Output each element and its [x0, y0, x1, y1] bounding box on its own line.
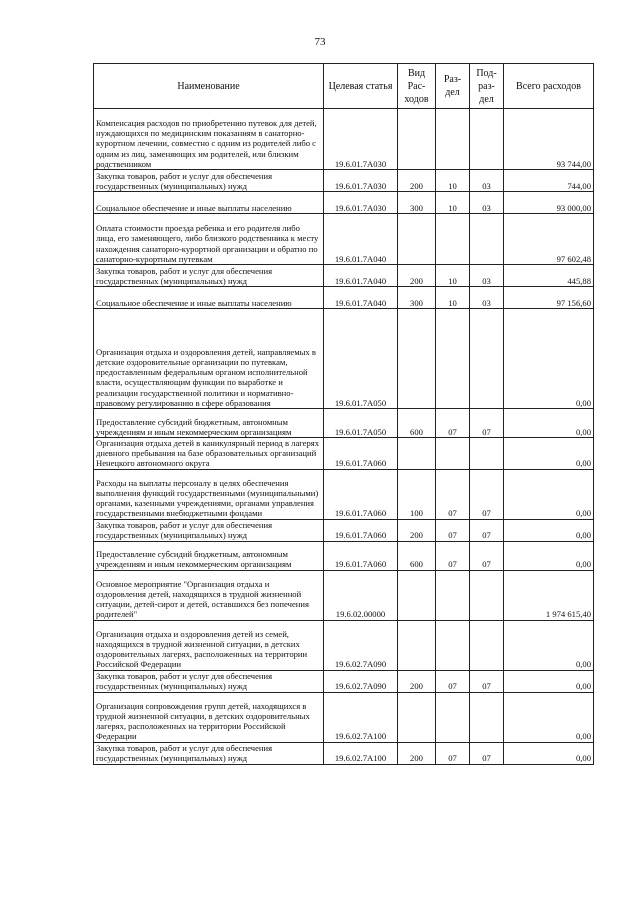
row-name: Закупка товаров, работ и услуг для обеспечения государственных (муниципальных) нужд [94, 742, 324, 764]
row-section [436, 309, 470, 409]
row-subsection [470, 692, 504, 742]
row-subsection: 03 [470, 170, 504, 192]
row-total: 0,00 [504, 692, 594, 742]
row-expense-type [398, 214, 436, 265]
row-expense-type: 200 [398, 519, 436, 541]
row-name: Предоставление субсидий бюджетным, автономным учреждениям и иным некоммерческим организациям [94, 541, 324, 570]
row-expense-type [398, 438, 436, 470]
row-expense-type: 200 [398, 170, 436, 192]
row-expense-type [398, 309, 436, 409]
row-section: 07 [436, 519, 470, 541]
row-name: Расходы на выплаты персоналу в целях обеспечения выполнения функций государственными (муниципальными) органами, казенными учреждениями, органами управления государственными внебюджетными фондами [94, 469, 324, 519]
row-target-article: 19.6.02.7А100 [324, 692, 398, 742]
row-section [436, 570, 470, 620]
row-total: 0,00 [504, 620, 594, 670]
row-subsection [470, 109, 504, 170]
table-row [94, 214, 594, 265]
row-subsection: 07 [470, 742, 504, 764]
row-name: Организация отдыха детей в каникулярный период в лагерях дневного пребывания на базе образовательных организаций Ненецкого автономного округа [94, 438, 324, 470]
header-name: Наименование [94, 64, 324, 109]
row-subsection [470, 214, 504, 265]
row-target-article: 19.6.01.7А060 [324, 469, 398, 519]
row-name: Закупка товаров, работ и услуг для обеспечения государственных (муниципальных) нужд [94, 265, 324, 287]
table-row [94, 265, 594, 287]
row-expense-type: 100 [398, 469, 436, 519]
page-number: 73 [314, 36, 326, 48]
row-section: 10 [436, 192, 470, 214]
row-target-article: 19.6.01.7А030 [324, 109, 398, 170]
row-total: 97 602,48 [504, 214, 594, 265]
row-total: 0,00 [504, 541, 594, 570]
header-row [94, 64, 594, 109]
table-row [94, 192, 594, 214]
row-name: Организация отдыха и оздоровления детей, направляемых в детские оздоровительные организации по путевкам, предоставленным федеральным органом исполнительной власти, осуществляющим функции по выработке и реализации государственной политики и нормативно-правовому регулированию в сфере образования [94, 309, 324, 409]
row-target-article: 19.6.01.7А040 [324, 214, 398, 265]
row-total: 0,00 [504, 670, 594, 692]
row-name: Организация отдыха и оздоровления детей из семей, находящихся в трудной жизненной ситуации, в детских оздоровительных лагерях, расположенных на территории Российской Федерации [94, 620, 324, 670]
row-subsection: 07 [470, 670, 504, 692]
row-name: Закупка товаров, работ и услуг для обеспечения государственных (муниципальных) нужд [94, 670, 324, 692]
header-subsection: Под- раз- дел [470, 64, 504, 109]
table-row [94, 287, 594, 309]
row-section [436, 214, 470, 265]
table-row [94, 170, 594, 192]
header-total-expenses: Всего расходов [504, 64, 594, 109]
row-expense-type: 200 [398, 265, 436, 287]
table-row [94, 570, 594, 620]
row-subsection: 07 [470, 519, 504, 541]
row-expense-type: 200 [398, 670, 436, 692]
table-row [94, 742, 594, 764]
row-target-article: 19.6.01.7А040 [324, 287, 398, 309]
row-total: 0,00 [504, 309, 594, 409]
row-subsection [470, 309, 504, 409]
row-total: 97 156,60 [504, 287, 594, 309]
row-target-article: 19.6.02.7А090 [324, 670, 398, 692]
row-name: Социальное обеспечение и иные выплаты населению [94, 192, 324, 214]
row-target-article: 19.6.01.7А050 [324, 409, 398, 438]
row-expense-type: 600 [398, 409, 436, 438]
row-section [436, 438, 470, 470]
row-expense-type: 300 [398, 287, 436, 309]
row-section: 07 [436, 541, 470, 570]
row-total: 93 744,00 [504, 109, 594, 170]
row-expense-type: 200 [398, 742, 436, 764]
table-row [94, 670, 594, 692]
row-name: Компенсация расходов по приобретению путевок для детей, нуждающихся по медицинским показаниям в санаторно-курортном лечении, совместно с одним из родителей либо с одним из лиц, заменяющих им родителей, или близким родственником [94, 109, 324, 170]
row-name: Оплата стоимости проезда ребенка и его родителя либо лица, его заменяющего, либо близкого родственника к месту нахождения санаторно-курортной организации и обратно по санаторно-курортным путевкам [94, 214, 324, 265]
row-expense-type [398, 570, 436, 620]
table-row [94, 409, 594, 438]
row-section: 10 [436, 265, 470, 287]
row-name: Социальное обеспечение и иные выплаты населению [94, 287, 324, 309]
row-subsection [470, 570, 504, 620]
row-target-article: 19.6.01.7А040 [324, 265, 398, 287]
row-section: 07 [436, 670, 470, 692]
row-section [436, 109, 470, 170]
row-total: 0,00 [504, 469, 594, 519]
row-expense-type: 600 [398, 541, 436, 570]
row-target-article: 19.6.02.7А090 [324, 620, 398, 670]
header-section: Раз- дел [436, 64, 470, 109]
header-expense-type: Вид Рас- ходов [398, 64, 436, 109]
row-section: 10 [436, 170, 470, 192]
header-target-article: Целевая статья [324, 64, 398, 109]
row-name: Основное мероприятие "Организация отдыха и оздоровления детей, находящихся в трудной жизненной ситуации, детей-сирот и детей, оставшихся без попечения родителей" [94, 570, 324, 620]
row-target-article: 19.6.01.7А060 [324, 541, 398, 570]
row-total: 445,88 [504, 265, 594, 287]
row-expense-type [398, 620, 436, 670]
row-name: Закупка товаров, работ и услуг для обеспечения государственных (муниципальных) нужд [94, 519, 324, 541]
row-total: 0,00 [504, 742, 594, 764]
table-row [94, 620, 594, 670]
row-target-article: 19.6.01.7А030 [324, 192, 398, 214]
row-subsection: 07 [470, 469, 504, 519]
row-subsection: 03 [470, 192, 504, 214]
row-section: 10 [436, 287, 470, 309]
row-expense-type [398, 692, 436, 742]
row-section: 07 [436, 469, 470, 519]
table-row [94, 519, 594, 541]
row-target-article: 19.6.02.00000 [324, 570, 398, 620]
row-section: 07 [436, 742, 470, 764]
row-section [436, 692, 470, 742]
row-total: 0,00 [504, 409, 594, 438]
row-total: 744,00 [504, 170, 594, 192]
budget-table [93, 63, 594, 765]
row-subsection: 03 [470, 287, 504, 309]
row-subsection [470, 620, 504, 670]
table-row [94, 309, 594, 409]
row-target-article: 19.6.02.7А100 [324, 742, 398, 764]
table-row [94, 692, 594, 742]
table-row [94, 438, 594, 470]
row-target-article: 19.6.01.7А060 [324, 438, 398, 470]
row-name: Предоставление субсидий бюджетным, автономным учреждениям и иным некоммерческим организациям [94, 409, 324, 438]
row-total: 0,00 [504, 519, 594, 541]
row-target-article: 19.6.01.7А060 [324, 519, 398, 541]
row-subsection: 07 [470, 409, 504, 438]
row-section: 07 [436, 409, 470, 438]
row-name: Организация сопровождения групп детей, находящихся в трудной жизненной ситуации, в детских оздоровительных лагерях, расположенных на территории Российской Федерации [94, 692, 324, 742]
table-row [94, 109, 594, 170]
row-expense-type [398, 109, 436, 170]
row-name: Закупка товаров, работ и услуг для обеспечения государственных (муниципальных) нужд [94, 170, 324, 192]
row-target-article: 19.6.01.7А050 [324, 309, 398, 409]
row-subsection: 03 [470, 265, 504, 287]
table-row [94, 469, 594, 519]
row-section [436, 620, 470, 670]
row-total: 1 974 615,40 [504, 570, 594, 620]
row-subsection: 07 [470, 541, 504, 570]
table-row [94, 541, 594, 570]
row-total: 0,00 [504, 438, 594, 470]
row-subsection [470, 438, 504, 470]
row-target-article: 19.6.01.7А030 [324, 170, 398, 192]
row-expense-type: 300 [398, 192, 436, 214]
row-total: 93 000,00 [504, 192, 594, 214]
